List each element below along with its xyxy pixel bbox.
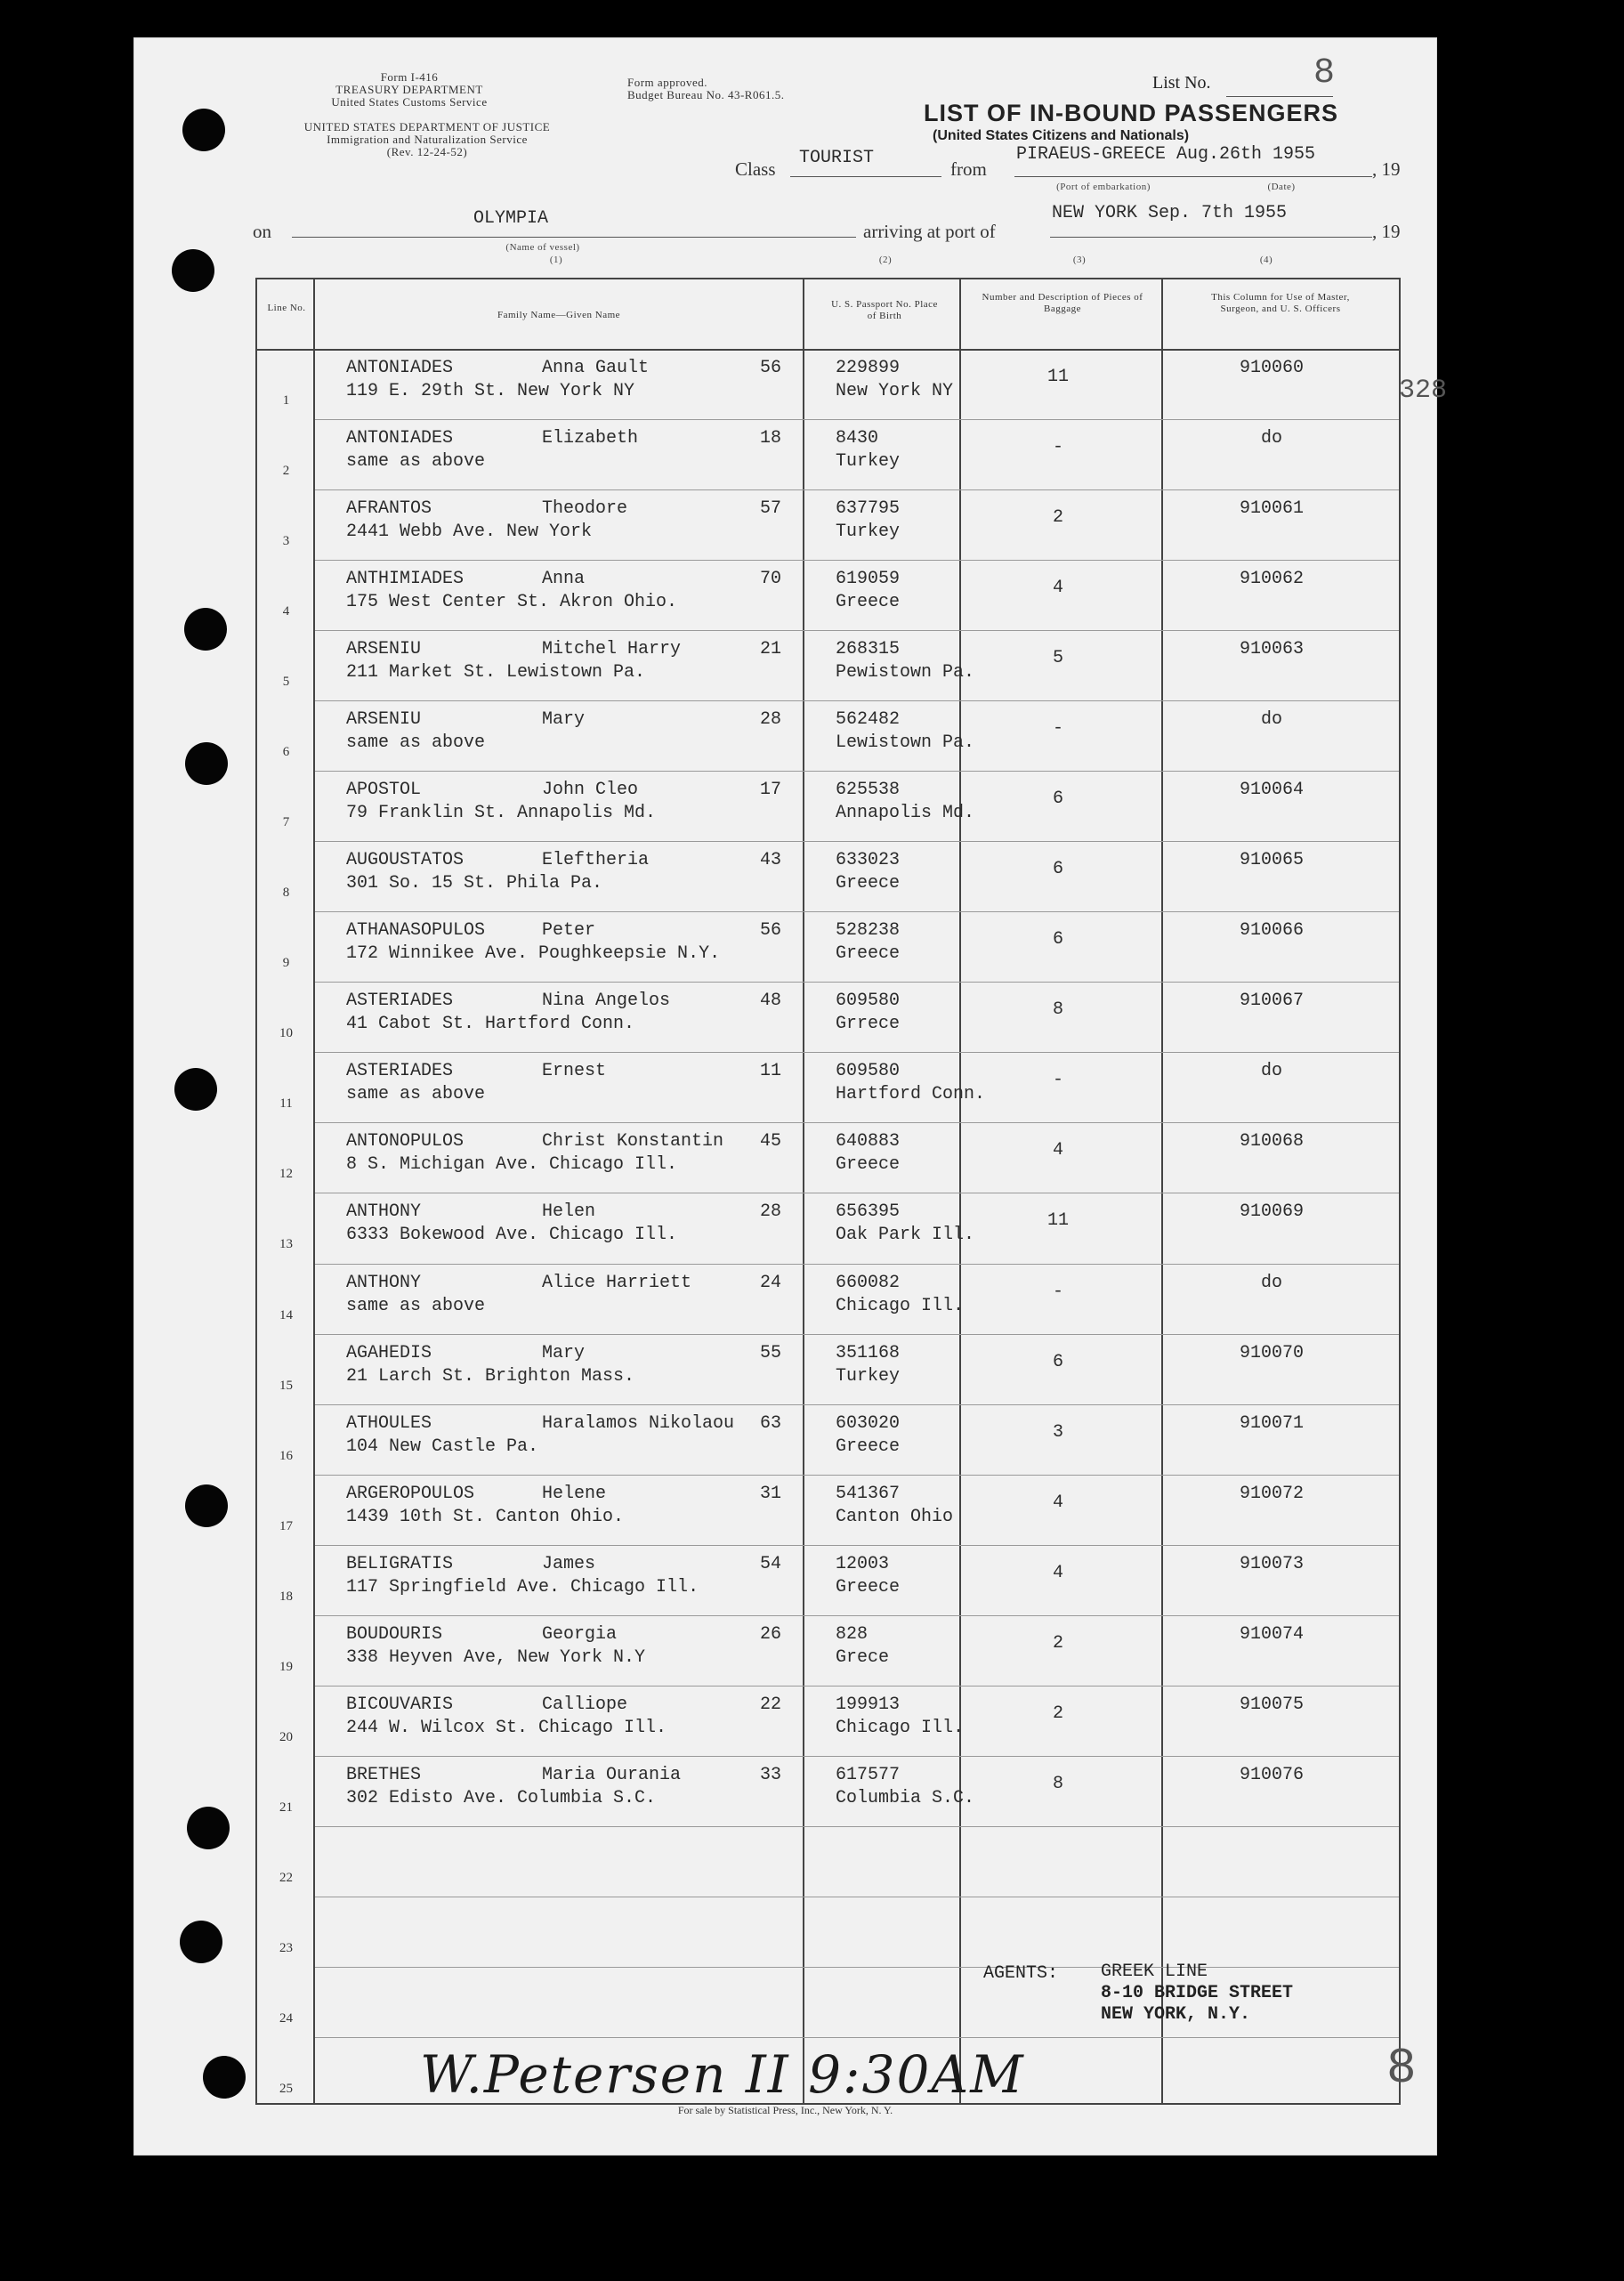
passport-number: 625538	[836, 780, 901, 801]
binder-hole	[180, 1921, 222, 1963]
line-number: 6	[282, 745, 290, 760]
line-number: 23	[279, 1940, 293, 1955]
passport-number: 603020	[836, 1412, 901, 1434]
baggage-count: 2	[1052, 507, 1063, 529]
address: 211 Market St. Lewistown Pa.	[346, 662, 646, 683]
family-name: ATHANASOPULOS	[346, 920, 486, 942]
baggage-count: 8	[1052, 1773, 1063, 1794]
table-row	[257, 1404, 1399, 1475]
binder-hole	[185, 1484, 228, 1527]
family-name: AFRANTOS	[346, 498, 432, 520]
class-value: TOURIST	[799, 148, 875, 168]
class-label: Class	[735, 158, 776, 180]
manifest-page	[133, 37, 1448, 2156]
family-name: ATHOULES	[346, 1412, 432, 1434]
family-name: BICOUVARIS	[346, 1694, 454, 1715]
vessel-underline	[292, 237, 856, 238]
line-number: 24	[279, 2010, 293, 2026]
customs-service: United States Customs Service	[331, 95, 488, 109]
column-header-officers: This Column for Use of Master, Surgeon, and U. S. Officers	[1211, 292, 1350, 314]
baggage-count: 2	[1052, 1632, 1063, 1654]
given-name: Mary	[542, 709, 586, 731]
age: 21	[760, 639, 782, 660]
passport-number: 640883	[836, 1131, 901, 1153]
port-caption: (Port of embarkation)	[1056, 182, 1151, 192]
vessel-name: OLYMPIA	[473, 208, 549, 229]
table-row	[257, 489, 1399, 560]
baggage-count: 6	[1052, 789, 1063, 810]
age: 48	[760, 991, 782, 1012]
given-name: Helene	[542, 1483, 607, 1504]
passport-number: 609580	[836, 1061, 901, 1082]
binder-hole	[185, 742, 228, 785]
table-row	[257, 1545, 1399, 1615]
age: 63	[760, 1412, 782, 1434]
agents-label: AGENTS:	[983, 1963, 1059, 1984]
table-row	[257, 1686, 1399, 1756]
baggage-count: -	[1052, 1281, 1063, 1302]
table-row	[257, 349, 1399, 419]
age: 18	[760, 428, 782, 449]
given-name: Theodore	[542, 498, 628, 520]
address: same as above	[346, 732, 486, 754]
table-row	[257, 419, 1399, 489]
line-number: 17	[279, 1518, 293, 1533]
budget-bureau: Budget Bureau No. 43-R061.5.	[627, 88, 785, 101]
table-row	[257, 1264, 1399, 1334]
table-row	[257, 1756, 1399, 1826]
officer-entry: 910075	[1239, 1694, 1304, 1715]
given-name: Ernest	[542, 1061, 607, 1082]
officer-entry: 910064	[1239, 780, 1304, 801]
line-number: 2	[282, 464, 290, 479]
given-name: Maria Ourania	[542, 1764, 682, 1785]
ins-service: Immigration and Naturalization Service	[327, 133, 528, 146]
from-underline	[1014, 176, 1372, 177]
passport-number: 619059	[836, 569, 901, 590]
margin-note: 328	[1399, 376, 1448, 406]
address: 8 S. Michigan Ave. Chicago Ill.	[346, 1154, 678, 1176]
address: 338 Heyven Ave, New York N.Y	[346, 1646, 646, 1668]
age: 28	[760, 709, 782, 731]
age: 55	[760, 1342, 782, 1363]
age: 56	[760, 358, 782, 378]
family-name: ANTONOPULOS	[346, 1131, 465, 1153]
officer-entry: 910065	[1239, 850, 1304, 871]
officer-entry: 910060	[1239, 358, 1304, 378]
officer-entry: do	[1260, 1272, 1282, 1293]
table-row	[257, 982, 1399, 1052]
line-number: 14	[279, 1307, 293, 1322]
table-row	[257, 1615, 1399, 1686]
place-of-birth: Pewistown Pa.	[836, 662, 975, 683]
officer-entry: 910061	[1239, 498, 1304, 520]
date-caption: (Date)	[1267, 182, 1296, 192]
table-row	[257, 841, 1399, 911]
document-subtitle: (United States Citizens and Nationals)	[933, 128, 1190, 143]
place-of-birth: Greece	[836, 1436, 901, 1457]
place-of-birth: Grrece	[836, 1014, 901, 1035]
passport-number: 609580	[836, 991, 901, 1012]
list-number-label: List No.	[1152, 73, 1211, 93]
age: 31	[760, 1483, 782, 1504]
place-of-birth: Chicago Ill.	[836, 1295, 965, 1316]
table-row	[257, 1826, 1399, 1897]
line-number: 25	[279, 2081, 293, 2096]
list-number-underline	[1226, 96, 1333, 97]
table-row	[257, 1122, 1399, 1193]
line-number: 12	[279, 1167, 293, 1182]
officer-entry: 910063	[1239, 639, 1304, 660]
place-of-birth: New York NY	[836, 381, 954, 401]
family-name: AUGOUSTATOS	[346, 850, 465, 871]
line-number: 5	[282, 675, 290, 690]
officer-entry: 910076	[1239, 1764, 1304, 1785]
given-name: Calliope	[542, 1694, 628, 1715]
passport-number: 528238	[836, 920, 901, 942]
passport-number: 12003	[836, 1553, 890, 1574]
column-number-4: (4)	[1259, 255, 1273, 265]
officer-entry: 910067	[1239, 991, 1304, 1012]
baggage-count: 3	[1052, 1421, 1063, 1443]
line-number: 19	[279, 1659, 293, 1674]
column-header-name: Family Name—Given Name	[497, 310, 621, 320]
family-name: ANTONIADES	[346, 358, 454, 378]
passport-number: 617577	[836, 1764, 901, 1785]
address: 21 Larch St. Brighton Mass.	[346, 1365, 635, 1387]
line-number: 11	[279, 1096, 293, 1112]
address: 6333 Bokewood Ave. Chicago Ill.	[346, 1225, 678, 1246]
address: 119 E. 29th St. New York NY	[346, 381, 635, 401]
passport-number: 199913	[836, 1694, 901, 1715]
given-name: Mary	[542, 1342, 586, 1363]
address: 302 Edisto Ave. Columbia S.C.	[346, 1787, 657, 1808]
line-number: 18	[279, 1589, 293, 1604]
table-row	[257, 700, 1399, 771]
family-name: BELIGRATIS	[346, 1553, 454, 1574]
passport-number: 637795	[836, 498, 901, 520]
on-label: on	[253, 221, 271, 242]
given-name: Christ Konstantin	[542, 1131, 724, 1153]
family-name: AGAHEDIS	[346, 1342, 432, 1363]
officer-entry: 910069	[1239, 1201, 1304, 1223]
family-name: BOUDOURIS	[346, 1623, 443, 1645]
given-name: Elizabeth	[542, 428, 639, 449]
place-of-birth: Turkey	[836, 522, 901, 543]
table-row	[257, 1052, 1399, 1122]
passport-number: 351168	[836, 1342, 901, 1363]
officer-entry: 910073	[1239, 1553, 1304, 1574]
baggage-count: -	[1052, 718, 1063, 740]
table-row	[257, 1193, 1399, 1263]
baggage-count: 4	[1052, 1492, 1063, 1513]
passenger-table	[255, 278, 1401, 2105]
age: 28	[760, 1201, 782, 1223]
line-number: 1	[282, 393, 290, 408]
passport-number: 656395	[836, 1201, 901, 1223]
age: 45	[760, 1131, 782, 1153]
officer-entry: 910071	[1239, 1412, 1304, 1434]
column-number-3: (3)	[1072, 255, 1087, 265]
form-header-treasury	[311, 71, 507, 109]
column-header-passport: U. S. Passport No. Place of Birth	[831, 299, 938, 321]
baggage-count: -	[1052, 1070, 1063, 1091]
binder-hole	[182, 109, 225, 151]
age: 24	[760, 1272, 782, 1293]
passport-number: 541367	[836, 1483, 901, 1504]
family-name: ANTHIMIADES	[346, 569, 465, 590]
vessel-caption: (Name of vessel)	[505, 242, 580, 253]
baggage-count: 4	[1052, 578, 1063, 599]
table-row	[257, 911, 1399, 982]
binder-hole	[172, 249, 214, 292]
baggage-count: 4	[1052, 1562, 1063, 1583]
baggage-count: 6	[1052, 1351, 1063, 1372]
passport-number: 268315	[836, 639, 901, 660]
age: 43	[760, 850, 782, 871]
baggage-count: 2	[1052, 1703, 1063, 1724]
passport-number: 8430	[836, 428, 879, 449]
class-underline	[790, 176, 941, 177]
officer-entry: 910068	[1239, 1131, 1304, 1153]
address: same as above	[346, 1084, 486, 1105]
arrival-underline	[1050, 237, 1372, 238]
place-of-birth: Turkey	[836, 1365, 901, 1387]
place-of-birth: Lewistown Pa.	[836, 732, 975, 754]
address: 301 So. 15 St. Phila Pa.	[346, 873, 603, 894]
table-row	[257, 630, 1399, 700]
given-name: Nina Angelos	[542, 991, 671, 1012]
given-name: John Cleo	[542, 780, 639, 801]
passport-number: 633023	[836, 850, 901, 871]
form-revision: (Rev. 12-24-52)	[386, 145, 468, 158]
year-suffix-2: , 19	[1372, 221, 1401, 242]
place-of-birth: Greece	[836, 1576, 901, 1598]
passport-number: 660082	[836, 1272, 901, 1293]
line-number: 3	[282, 534, 290, 549]
printer-footer: For sale by Statistical Press, Inc., New York, N. Y.	[677, 2104, 893, 2116]
place-of-birth: Greece	[836, 943, 901, 965]
place-of-birth: Columbia S.C.	[836, 1787, 975, 1808]
officer-entry: 910072	[1239, 1483, 1304, 1504]
document-title: LIST OF IN-BOUND PASSENGERS	[924, 100, 1339, 126]
family-name: ASTERIADES	[346, 1061, 454, 1082]
officer-entry: 910070	[1239, 1342, 1304, 1363]
baggage-count: 5	[1052, 648, 1063, 669]
given-name: Anna Gault	[542, 358, 650, 378]
baggage-count: 6	[1052, 859, 1063, 880]
officer-entry: 910066	[1239, 920, 1304, 942]
arriving-label: arriving at port of	[863, 221, 996, 242]
place-of-birth: Chicago Ill.	[836, 1717, 965, 1738]
binder-hole	[184, 608, 227, 651]
column-header-line-no: Line No.	[267, 303, 306, 313]
table-row	[257, 1334, 1399, 1404]
family-name: ANTONIADES	[346, 428, 454, 449]
line-number: 10	[279, 1026, 293, 1041]
year-suffix-1: , 19	[1372, 158, 1401, 180]
line-number: 9	[282, 956, 290, 971]
age: 57	[760, 498, 782, 520]
family-name: ANTHONY	[346, 1272, 422, 1293]
place-of-birth: Greece	[836, 1154, 901, 1176]
family-name: ARGEROPOULOS	[346, 1483, 475, 1504]
agents-line-3: NEW YORK, N.Y.	[1101, 2004, 1251, 2025]
line-number: 20	[279, 1729, 293, 1744]
address: 117 Springfield Ave. Chicago Ill.	[346, 1576, 699, 1598]
officer-entry: 910062	[1239, 569, 1304, 590]
address: 175 West Center St. Akron Ohio.	[346, 592, 678, 613]
bottom-handwritten-mark: 8	[1386, 2040, 1417, 2097]
passport-number: 562482	[836, 709, 901, 731]
officer-entry: do	[1260, 428, 1282, 449]
given-name: Helen	[542, 1201, 596, 1223]
family-name: ARSENIU	[346, 709, 422, 731]
address: 104 New Castle Pa.	[346, 1436, 539, 1457]
treasury-department: TREASURY DEPARTMENT	[335, 83, 483, 96]
list-number-value: 8	[1313, 53, 1336, 93]
binder-hole	[174, 1068, 217, 1111]
given-name: James	[542, 1553, 596, 1574]
family-name: ANTHONY	[346, 1201, 422, 1223]
place-of-birth: Turkey	[836, 451, 901, 473]
baggage-count: -	[1052, 437, 1063, 458]
place-of-birth: Annapolis Md.	[836, 803, 975, 824]
given-name: Eleftheria	[542, 850, 650, 871]
address: 79 Franklin St. Annapolis Md.	[346, 803, 657, 824]
officer-entry: do	[1260, 709, 1282, 731]
age: 22	[760, 1694, 782, 1715]
family-name: BRETHES	[346, 1764, 422, 1785]
line-number: 13	[279, 1237, 293, 1252]
family-name: ASTERIADES	[346, 991, 454, 1012]
line-number: 4	[282, 604, 290, 619]
form-number: Form I-416	[380, 70, 439, 84]
family-name: APOSTOL	[346, 780, 422, 801]
place-of-birth: Greece	[836, 592, 901, 613]
family-name: ARSENIU	[346, 639, 422, 660]
place-of-birth: Grece	[836, 1646, 890, 1668]
baggage-count: 4	[1052, 1140, 1063, 1161]
column-header-baggage: Number and Description of Pieces of Baggage	[982, 292, 1143, 314]
agents-line-2: 8-10 BRIDGE STREET	[1101, 1983, 1294, 2003]
from-label: from	[950, 158, 987, 180]
given-name: Georgia	[542, 1623, 618, 1645]
place-of-birth: Hartford Conn.	[836, 1084, 986, 1105]
age: 56	[760, 920, 782, 942]
given-name: Peter	[542, 920, 596, 942]
line-number: 15	[279, 1378, 293, 1393]
given-name: Mitchel Harry	[542, 639, 682, 660]
age: 70	[760, 569, 782, 590]
address: 41 Cabot St. Hartford Conn.	[346, 1014, 635, 1035]
binder-hole	[203, 2056, 246, 2099]
table-row	[257, 1897, 1399, 1967]
line-number: 8	[282, 886, 290, 901]
age: 11	[760, 1061, 782, 1082]
arrival-port-value: NEW YORK Sep. 7th 1955	[1052, 203, 1288, 223]
address: 172 Winnikee Ave. Poughkeepsie N.Y.	[346, 943, 721, 965]
given-name: Anna	[542, 569, 586, 590]
handwritten-signature: W.Petersen II 9:30AM	[420, 2044, 1025, 2105]
line-number: 21	[279, 1800, 293, 1815]
table-row	[257, 771, 1399, 841]
age: 54	[760, 1553, 782, 1574]
address: same as above	[346, 451, 486, 473]
address: same as above	[346, 1295, 486, 1316]
baggage-count: 11	[1046, 367, 1069, 387]
agents-line-1: GREEK LINE	[1101, 1961, 1208, 1982]
embarkation-value: PIRAEUS-GREECE Aug.26th 1955	[1016, 144, 1316, 165]
baggage-count: 8	[1052, 999, 1063, 1021]
table-row	[257, 560, 1399, 630]
baggage-count: 11	[1046, 1210, 1069, 1232]
passport-number: 229899	[836, 358, 901, 378]
address: 244 W. Wilcox St. Chicago Ill.	[346, 1717, 667, 1738]
address: 2441 Webb Ave. New York	[346, 522, 593, 543]
place-of-birth: Oak Park Ill.	[836, 1225, 975, 1246]
column-number-2: (2)	[878, 255, 893, 265]
table-row	[257, 1475, 1399, 1545]
form-header-justice	[258, 121, 596, 158]
address: 1439 10th St. Canton Ohio.	[346, 1506, 625, 1527]
place-of-birth: Canton Ohio	[836, 1506, 954, 1527]
baggage-count: 6	[1052, 929, 1063, 950]
given-name: Haralamos Nikolaou	[542, 1412, 735, 1434]
line-number: 7	[282, 815, 290, 830]
form-approval	[627, 77, 841, 101]
column-number-1: (1)	[549, 255, 563, 265]
age: 17	[760, 780, 782, 801]
officer-entry: do	[1260, 1061, 1282, 1082]
officer-entry: 910074	[1239, 1623, 1304, 1645]
line-number: 22	[279, 1870, 293, 1885]
binder-hole	[187, 1807, 230, 1849]
given-name: Alice Harriett	[542, 1272, 692, 1293]
justice-department: UNITED STATES DEPARTMENT OF JUSTICE	[303, 120, 551, 133]
place-of-birth: Greece	[836, 873, 901, 894]
age: 26	[760, 1623, 782, 1645]
age: 33	[760, 1764, 782, 1785]
approval-text: Form approved.	[627, 76, 708, 89]
passport-number: 828	[836, 1623, 869, 1645]
line-number: 16	[279, 1448, 293, 1463]
